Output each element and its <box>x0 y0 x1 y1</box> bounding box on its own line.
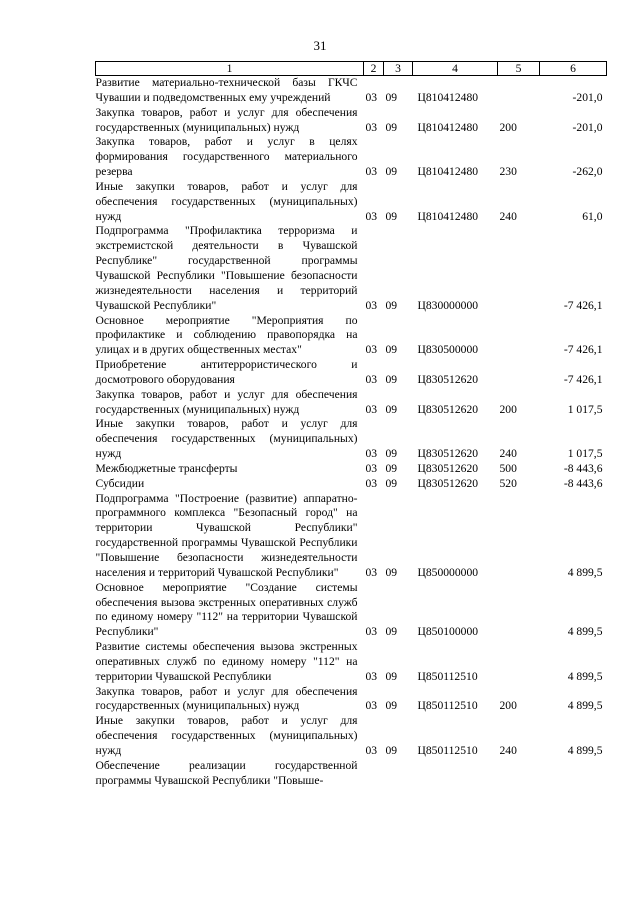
row-subsection: 09 <box>385 343 398 357</box>
row-subsection: 09 <box>385 565 398 579</box>
table-row <box>96 224 607 313</box>
row-expense-type: 240 <box>499 743 517 757</box>
row-name: Основное мероприятие "Мероприятия по профилактике и соблюдению правопорядка на улицах и в других общественных местах" <box>95 313 358 357</box>
row-target-article: Ц850100000 <box>417 625 479 639</box>
row-target-article: Ц850000000 <box>417 565 479 579</box>
row-subsection: 09 <box>385 461 398 475</box>
row-name: Иные закупки товаров, работ и услуг для обеспечения государственных (муниципальных) нужд <box>95 417 358 461</box>
row-expense-type: 240 <box>499 447 517 461</box>
header-col-3: 3 <box>384 62 413 76</box>
row-expense-type <box>498 358 540 388</box>
row-name: Закупка товаров, работ и услуг в целях формирования государственного материального резерва <box>95 135 358 179</box>
table-row <box>96 180 607 225</box>
row-section: 03 <box>365 402 378 416</box>
row-expense-type: 200 <box>499 699 517 713</box>
table-row <box>96 462 607 477</box>
row-expense-type <box>498 581 540 640</box>
row-target-article: Ц830000000 <box>417 298 479 312</box>
row-name: Межбюджетные трансферты <box>95 461 238 475</box>
header-col-6: 6 <box>540 62 607 76</box>
header-col-2: 2 <box>364 62 384 76</box>
row-amount: 4 899,5 <box>567 625 603 639</box>
row-section: 03 <box>365 343 378 357</box>
row-amount: -7 426,1 <box>563 343 603 357</box>
row-subsection: 09 <box>385 669 398 683</box>
row-subsection: 09 <box>385 447 398 461</box>
row-amount: -7 426,1 <box>563 372 603 386</box>
row-target-article: Ц810412480 <box>417 90 479 104</box>
table-row <box>96 135 607 180</box>
budget-table <box>95 61 607 789</box>
row-subsection: 09 <box>385 372 398 386</box>
row-name: Подпрограмма "Построение (развитие) аппаратно-программного комплекса "Безопасный город" на территории Чувашской Республики" государственной программы Чувашской Республики "Повышение безопасности жизнедеятельности населения и территорий Чувашской Республики" <box>95 491 358 579</box>
row-expense-type <box>498 759 540 789</box>
row-expense-type: 230 <box>499 165 517 179</box>
row-amount: -8 443,6 <box>563 476 603 490</box>
row-section: 03 <box>365 298 378 312</box>
row-expense-type: 520 <box>499 476 517 490</box>
row-amount: 4 899,5 <box>567 743 603 757</box>
row-section: 03 <box>365 565 378 579</box>
row-section: 03 <box>365 90 378 104</box>
table-row <box>96 492 607 581</box>
row-target-article: Ц830512620 <box>417 402 479 416</box>
row-name: Приобретение антитеррористического и досмотрового оборудования <box>95 358 358 386</box>
row-expense-type: 200 <box>499 120 517 134</box>
row-target-article: Ц850112510 <box>417 743 478 757</box>
row-target-article: Ц830512620 <box>417 447 479 461</box>
row-name: Обеспечение реализации государственной программы Чувашской Республики "Повыше- <box>95 758 358 787</box>
table-row <box>96 76 607 106</box>
row-section: 03 <box>365 476 378 490</box>
row-expense-type: 240 <box>499 209 517 223</box>
row-target-article: Ц830500000 <box>417 343 479 357</box>
row-section: 03 <box>365 165 378 179</box>
row-subsection: 09 <box>385 402 398 416</box>
page-number: 31 <box>313 38 327 53</box>
row-amount: -8 443,6 <box>563 461 603 475</box>
row-subsection: 09 <box>385 165 398 179</box>
row-expense-type <box>498 640 540 685</box>
row-name: Основное мероприятие "Создание системы обеспечения вызова экстренных оперативных служб по единому номеру "112" на территории Чувашской Республики" <box>95 580 358 639</box>
row-section: 03 <box>365 461 378 475</box>
row-amount: 4 899,5 <box>567 669 603 683</box>
row-target-article: Ц830512620 <box>417 372 479 386</box>
row-target-article: Ц810412480 <box>417 120 479 134</box>
header-col-5: 5 <box>498 62 540 76</box>
row-amount: -201,0 <box>572 120 603 134</box>
row-section: 03 <box>365 625 378 639</box>
row-name: Иные закупки товаров, работ и услуг для обеспечения государственных (муниципальных) нужд <box>95 714 358 757</box>
row-amount: 61,0 <box>582 209 603 223</box>
row-section: 03 <box>365 120 378 134</box>
row-name: Развитие системы обеспечения вызова экстренных оперативных служб по единому номеру "112" на территории Чувашской Республики <box>95 640 358 683</box>
row-target-article: Ц830512620 <box>417 461 479 475</box>
row-name: Субсидии <box>95 476 145 490</box>
row-name: Развитие материально-технической базы ГКЧС Чувашии и подведомственных ему учреждений <box>95 76 358 104</box>
row-section: 03 <box>365 669 378 683</box>
row-expense-type <box>498 314 540 359</box>
row-expense-type: 200 <box>499 402 517 416</box>
row-expense-type: 500 <box>499 461 517 475</box>
row-section: 03 <box>365 447 378 461</box>
table-row <box>96 640 607 685</box>
header-col-4: 4 <box>413 62 498 76</box>
table-row <box>96 477 607 492</box>
row-section <box>364 759 384 789</box>
header-col-1: 1 <box>96 62 364 76</box>
row-subsection: 09 <box>385 743 398 757</box>
row-amount: -201,0 <box>572 90 603 104</box>
row-subsection <box>384 759 413 789</box>
row-amount <box>540 759 607 789</box>
table-row <box>96 358 607 388</box>
table-row <box>96 685 607 715</box>
row-name: Закупка товаров, работ и услуг для обеспечения государственных (муниципальных) нужд <box>95 387 358 416</box>
row-name: Закупка товаров, работ и услуг для обеспечения государственных (муниципальных) нужд <box>95 105 358 134</box>
row-amount: 4 899,5 <box>567 565 603 579</box>
table-row <box>96 581 607 640</box>
row-section: 03 <box>365 699 378 713</box>
row-target-article <box>413 759 498 789</box>
row-amount: 4 899,5 <box>567 699 603 713</box>
row-subsection: 09 <box>385 625 398 639</box>
row-subsection: 09 <box>385 209 398 223</box>
row-section: 03 <box>365 209 378 223</box>
row-subsection: 09 <box>385 298 398 312</box>
row-expense-type <box>498 224 540 313</box>
row-subsection: 09 <box>385 476 398 490</box>
row-name: Подпрограмма "Профилактика терроризма и экстремистской деятельности в Чувашской Республике" государственной программы Чувашской Республики "Повышение безопасности жизнедеятельности населения и территорий Чувашской Республики" <box>95 224 358 312</box>
row-section: 03 <box>365 372 378 386</box>
row-subsection: 09 <box>385 699 398 713</box>
row-section: 03 <box>365 743 378 757</box>
row-subsection: 09 <box>385 120 398 134</box>
row-target-article: Ц810412480 <box>417 209 479 223</box>
row-subsection: 09 <box>385 90 398 104</box>
row-target-article: Ц810412480 <box>417 165 479 179</box>
table-row <box>96 106 607 136</box>
row-target-article: Ц850112510 <box>417 669 478 683</box>
table-row <box>96 759 607 789</box>
row-expense-type <box>498 492 540 581</box>
row-amount: 1 017,5 <box>567 402 603 416</box>
table-row <box>96 417 607 462</box>
table-header-row <box>96 62 607 76</box>
table-row <box>96 314 607 359</box>
row-name: Иные закупки товаров, работ и услуг для обеспечения государственных (муниципальных) нужд <box>95 179 358 223</box>
table-row <box>96 714 607 759</box>
row-target-article: Ц830512620 <box>417 476 479 490</box>
row-name: Закупка товаров, работ и услуг для обеспечения государственных (муниципальных) нужд <box>95 684 358 713</box>
table-body <box>96 76 607 789</box>
row-expense-type <box>498 76 540 106</box>
row-amount: -262,0 <box>572 165 603 179</box>
table-row <box>96 388 607 418</box>
row-target-article: Ц850112510 <box>417 699 478 713</box>
row-amount: -7 426,1 <box>563 298 603 312</box>
row-amount: 1 017,5 <box>567 447 603 461</box>
